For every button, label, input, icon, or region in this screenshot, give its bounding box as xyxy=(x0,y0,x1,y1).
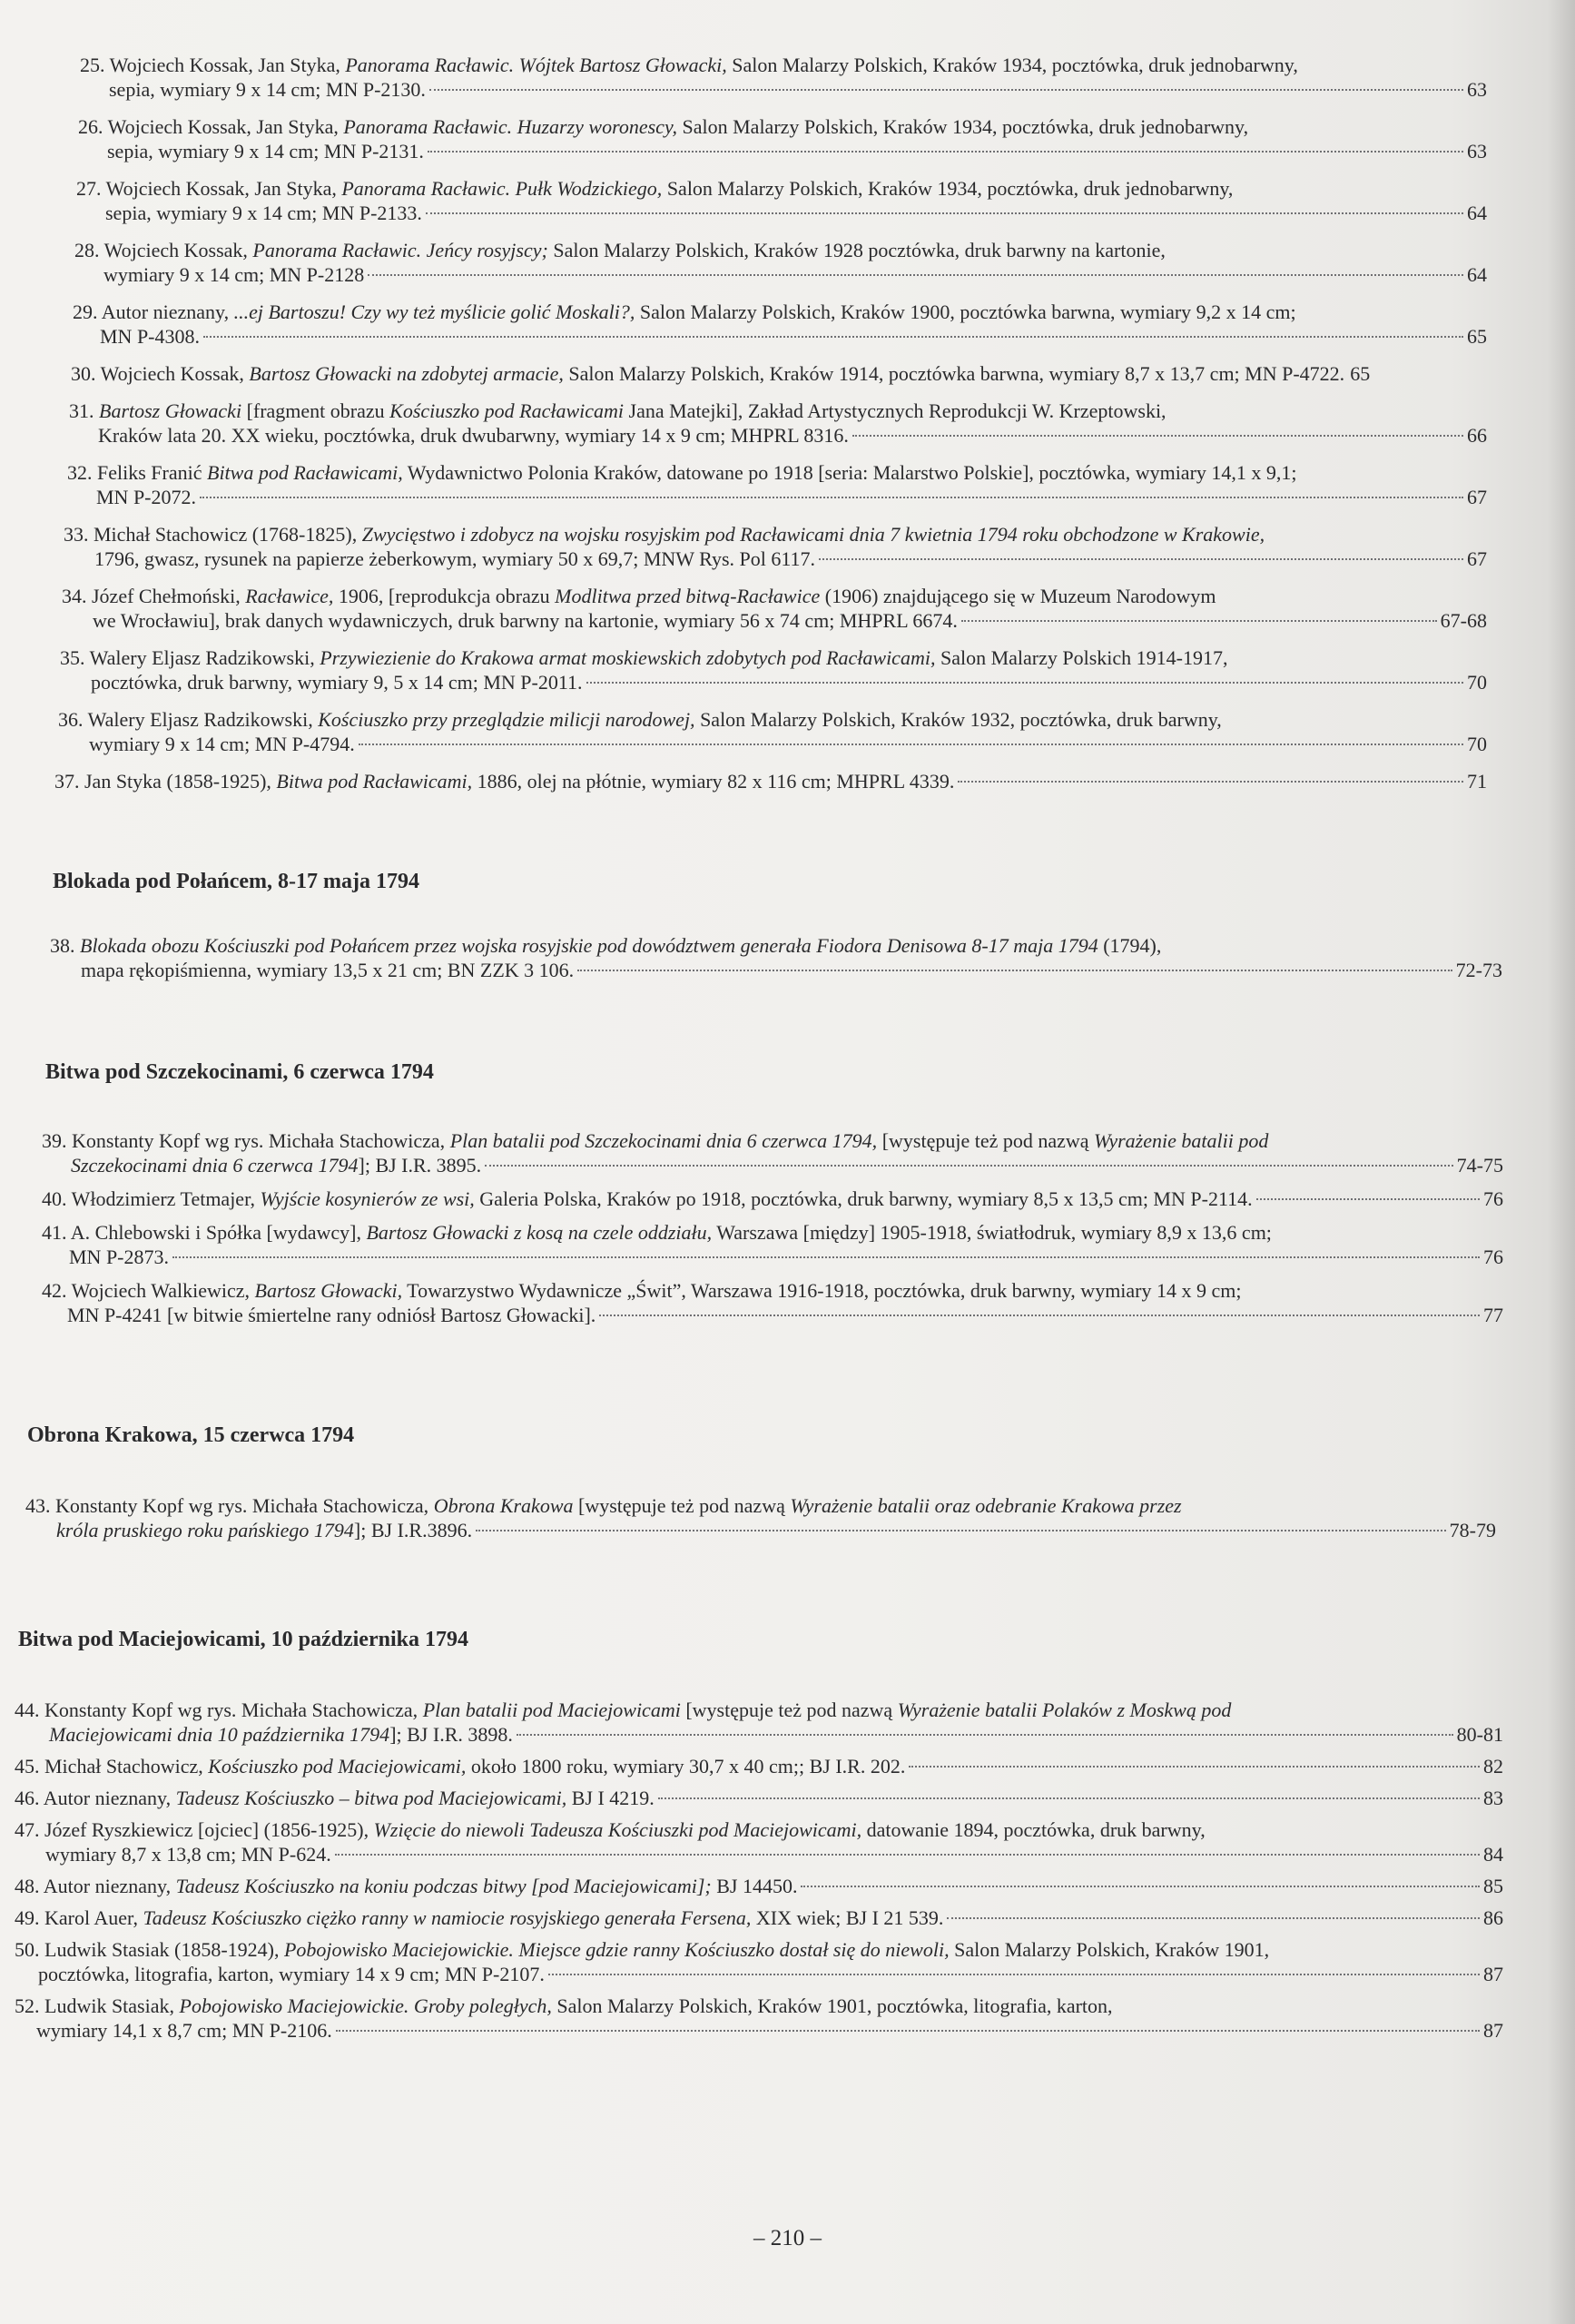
list-entry-49: 49. Karol Auer, Tadeusz Kościuszko ciężko ranny w namiocie rosyjskiego generała Fersena, XIX wiek; BJ I 21 539. 86 xyxy=(15,1906,1503,1929)
list-entry-52: 52. Ludwik Stasiak, Pobojowisko Maciejowickie. Groby poległych, Salon Malarzy Polskich, Kraków 1901, pocztówka, litografia, karton, wymiary 14,1 x 8,7 cm; MN P-2106. 87 xyxy=(15,1994,1503,2042)
section-heading-polaniec: Blokada pod Połańcem, 8-17 maja 1794 xyxy=(53,870,420,893)
list-entry-44: 44. Konstanty Kopf wg rys. Michała Stachowicza, Plan batalii pod Maciejowicami [występuje też pod nazwą Wyrażenie batalii Polaków z Moskwą pod Maciejowicami dnia 10 października 1794]; BJ I.R. 3898. 80-81 xyxy=(15,1699,1503,1746)
leader-dots xyxy=(426,212,1463,214)
page-number: – 210 – xyxy=(753,2226,822,2250)
entry-list-raclawice xyxy=(53,53,1487,806)
list-entry-43: 43. Konstanty Kopf wg rys. Michała Stachowicza, Obrona Krakowa [występuje też pod nazwą Wyrażenie batalii oraz odebranie Krakowa przez króla pruskiego roku pańskiego 1794]; BJ I.R.3896. 78-79 xyxy=(25,1494,1496,1541)
list-entry-48: 48. Autor nieznany, Tadeusz Kościuszko na koniu podczas bitwy [pod Maciejowicami]; BJ 14450. 85 xyxy=(15,1875,1503,1897)
list-entry-47: 47. Józef Ryszkiewicz [ojciec] (1856-1925), Wzięcie do niewoli Tadeusza Kościuszki pod Maciejowicami, datowanie 1894, pocztówka, druk barwny, wymiary 8,7 x 13,8 cm; MN P-624. 84 xyxy=(15,1818,1503,1866)
leader-dots xyxy=(200,497,1463,498)
leader-dots xyxy=(947,1917,1480,1919)
page-ref: 82 xyxy=(1483,1755,1503,1777)
list-entry-29: 29. Autor nieznany, ...ej Bartoszu! Czy wy też myślicie golić Moskali?, Salon Malarzy Polskich, Kraków 1900, pocztówka barwna, wymiary 9,2 x 14 cm; MN P-4308. 65 xyxy=(73,300,1487,348)
list-entry-30: 30. Wojciech Kossak, Bartosz Głowacki na zdobytej armacie, Salon Malarzy Polskich, Kraków 1914, pocztówka barwna, wymiary 8,7 x 13,7 cm; MN P-4722. 65 xyxy=(71,362,1371,385)
page-ref: 76 xyxy=(1483,1187,1503,1210)
leader-dots xyxy=(428,151,1463,153)
section-heading-krakow: Obrona Krakowa, 15 czerwca 1794 xyxy=(27,1423,355,1447)
leader-dots xyxy=(958,781,1463,783)
leader-dots xyxy=(801,1886,1480,1887)
list-entry-27: 27. Wojciech Kossak, Jan Styka, Panorama Racławic. Pułk Wodzickiego, Salon Malarzy Polskich, Kraków 1934, pocztówka, druk jednobarwny, sepia, wymiary 9 x 14 cm; MN P-2133. 64 xyxy=(76,177,1487,224)
entry-list-polaniec xyxy=(50,933,1502,982)
page-ref: 67 xyxy=(1467,486,1487,508)
leader-dots xyxy=(429,89,1463,91)
page-ref: 66 xyxy=(1467,424,1487,447)
section-heading-maciejowice: Bitwa pod Maciejowicami, 10 października 1794 xyxy=(18,1628,468,1651)
leader-dots xyxy=(476,1530,1446,1531)
list-entry-31: 31. Bartosz Głowacki [fragment obrazu Kościuszko pod Racławicami Jana Matejki], Zakład Artystycznych Reprodukcji W. Krzeptowski, Kraków lata 20. XX wieku, pocztówka, druk dwubarwny, wymiary 14 x 9 cm; MHPRL 8316. 66 xyxy=(69,399,1487,447)
leader-dots xyxy=(961,620,1437,622)
leader-dots xyxy=(485,1165,1452,1167)
page-ref: 67-68 xyxy=(1440,609,1487,632)
list-entry-28: 28. Wojciech Kossak, Panorama Racławic. Jeńcy rosyjscy; Salon Malarzy Polskich, Kraków 1928 pocztówka, druk barwny na kartonie, wymiary 9 x 14 cm; MN P-2128 64 xyxy=(74,239,1487,286)
leader-dots xyxy=(172,1256,1480,1258)
entry-list-szczekociny xyxy=(42,1128,1503,1336)
page-ref: 63 xyxy=(1467,78,1487,101)
page-ref: 74-75 xyxy=(1456,1154,1503,1177)
page-ref: 70 xyxy=(1467,733,1487,755)
leader-dots xyxy=(599,1315,1480,1316)
leader-dots xyxy=(203,336,1463,338)
leader-dots xyxy=(586,682,1463,684)
leader-dots xyxy=(577,970,1452,971)
page-ref: 86 xyxy=(1483,1906,1503,1929)
leader-dots xyxy=(359,743,1463,745)
leader-dots xyxy=(658,1797,1480,1799)
page-ref: 78-79 xyxy=(1449,1519,1496,1541)
page-ref: 71 xyxy=(1467,770,1487,793)
page-ref: 77 xyxy=(1483,1304,1503,1326)
page-edge-shadow xyxy=(1548,0,1575,2324)
list-entry-50: 50. Ludwik Stasiak (1858-1924), Pobojowisko Maciejowickie. Miejsce gdzie ranny Kościuszko dostał się do niewoli, Salon Malarzy Polskich, Kraków 1901, pocztówka, litografia, karton, wymiary 14 x 9 cm; MN P-2107. 87 xyxy=(15,1938,1503,1985)
page-ref: 63 xyxy=(1467,140,1487,162)
page-ref: 87 xyxy=(1483,2019,1503,2042)
list-entry-45: 45. Michał Stachowicz, Kościuszko pod Maciejowicami, około 1800 roku, wymiary 30,7 x 40 cm;; BJ I.R. 202. 82 xyxy=(15,1755,1503,1777)
leader-dots xyxy=(548,1974,1480,1975)
list-entry-25: 25. Wojciech Kossak, Jan Styka, Panorama Racławic. Wójtek Bartosz Głowacki, Salon Malarzy Polskich, Kraków 1934, pocztówka, druk jednobarwny, sepia, wymiary 9 x 14 cm; MN P-2130. 63 xyxy=(80,54,1487,101)
entry-list-maciejowice xyxy=(15,1698,1503,2050)
list-entry-40: 40. Włodzimierz Tetmajer, Wyjście kosynierów ze wsi, Galeria Polska, Kraków po 1918, pocztówka, druk barwny, wymiary 8,5 x 13,5 cm; MN P-2114. 76 xyxy=(42,1187,1503,1210)
leader-dots xyxy=(335,1854,1480,1856)
leader-dots xyxy=(368,274,1463,276)
list-entry-41: 41. A. Chlebowski i Spółka [wydawcy], Bartosz Głowacki z kosą na czele oddziału, Warszawa [między] 1905-1918, światłodruk, wymiary 8,9 x 13,6 cm; MN P-2873. 76 xyxy=(42,1221,1503,1268)
list-entry-32: 32. Feliks Franić Bitwa pod Racławicami, Wydawnictwo Polonia Kraków, datowane po 1918 [seria: Malarstwo Polskie], pocztówka, wymiary 14,1 x 9,1; MN P-2072. 67 xyxy=(67,461,1487,508)
section-heading-szczekociny: Bitwa pod Szczekocinami, 6 czerwca 1794 xyxy=(45,1060,434,1084)
leader-dots xyxy=(852,435,1463,437)
page-ref: 64 xyxy=(1467,202,1487,224)
list-entry-36: 36. Walery Eljasz Radzikowski, Kościuszko przy przeglądzie milicji narodowej, Salon Malarzy Polskich, Kraków 1932, pocztówka, druk barwny, wymiary 9 x 14 cm; MN P-4794. 70 xyxy=(58,708,1487,755)
leader-dots xyxy=(909,1766,1480,1768)
page-ref: 87 xyxy=(1483,1963,1503,1985)
page-ref: 72-73 xyxy=(1455,959,1502,981)
list-entry-37: 37. Jan Styka (1858-1925), Bitwa pod Racławicami, 1886, olej na płótnie, wymiary 82 x 116 cm; MHPRL 4339. 71 xyxy=(54,770,1487,793)
page-ref: 65 xyxy=(1467,325,1487,348)
leader-dots xyxy=(819,558,1463,560)
list-entry-33: 33. Michał Stachowicz (1768-1825), Zwycięstwo i zdobycz na wojsku rosyjskim pod Racławicami dnia 7 kwietnia 1794 roku obchodzone w Krakowie, 1796, gwasz, rysunek na papierze żeberkowym, wymiary 50 x 69,7; MNW Rys. Pol 6117. 67 xyxy=(64,523,1487,570)
page-ref: 64 xyxy=(1467,263,1487,286)
page-ref: 65 xyxy=(1350,362,1371,385)
list-entry-34: 34. Józef Chełmoński, Racławice, 1906, [reprodukcja obrazu Modlitwa przed bitwą-Racławice (1906) znajdującego się w Muzeum Narodowym we Wrocławiu], brak danych wydawniczych, druk barwny na kartonie, wymiary 56 x 74 cm; MHPRL 6674. 67-68 xyxy=(62,585,1487,632)
leader-dots xyxy=(1256,1198,1480,1200)
list-entry-39: 39. Konstanty Kopf wg rys. Michała Stachowicza, Plan batalii pod Szczekocinami dnia 6 czerwca 1794, [występuje też pod nazwą Wyrażenie batalii pod Szczekocinami dnia 6 czerwca 1794]; BJ I.R. 3895. 74-75 xyxy=(42,1129,1503,1177)
page-ref: 84 xyxy=(1483,1843,1503,1866)
page-ref: 80-81 xyxy=(1456,1723,1503,1746)
leader-dots xyxy=(336,2030,1480,2032)
page-ref: 70 xyxy=(1467,671,1487,694)
page-ref: 67 xyxy=(1467,547,1487,570)
entry-list-krakow xyxy=(25,1493,1496,1542)
list-entry-26: 26. Wojciech Kossak, Jan Styka, Panorama Racławic. Huzarzy woronescy, Salon Malarzy Polskich, Kraków 1934, pocztówka, druk jednobarwny, sepia, wymiary 9 x 14 cm; MN P-2131. 63 xyxy=(78,115,1487,162)
page-ref: 76 xyxy=(1483,1246,1503,1268)
leader-dots xyxy=(517,1734,1453,1736)
list-entry-46: 46. Autor nieznany, Tadeusz Kościuszko – bitwa pod Maciejowicami, BJ I 4219. 83 xyxy=(15,1787,1503,1809)
list-entry-35: 35. Walery Eljasz Radzikowski, Przywiezienie do Krakowa armat moskiewskich zdobytych pod Racławicami, Salon Malarzy Polskich 1914-1917, pocztówka, druk barwny, wymiary 9, 5 x 14 cm; MN P-2011. 70 xyxy=(60,646,1487,694)
page-ref: 85 xyxy=(1483,1875,1503,1897)
page-ref: 83 xyxy=(1483,1787,1503,1809)
list-entry-42: 42. Wojciech Walkiewicz, Bartosz Głowacki, Towarzystwo Wydawnicze „Świt”, Warszawa 1916-1918, pocztówka, druk barwny, wymiary 14 x 9 cm; MN P-4241 [w bitwie śmiertelne rany odniósł Bartosz Głowacki]. 77 xyxy=(42,1279,1503,1326)
list-entry-38: 38. Blokada obozu Kościuszki pod Połańcem przez wojska rosyjskie pod dowództwem generała Fiodora Denisowa 8-17 maja 1794 (1794), mapa rękopiśmienna, wymiary 13,5 x 21 cm; BN ZZK 3 106. 72-73 xyxy=(50,934,1502,981)
